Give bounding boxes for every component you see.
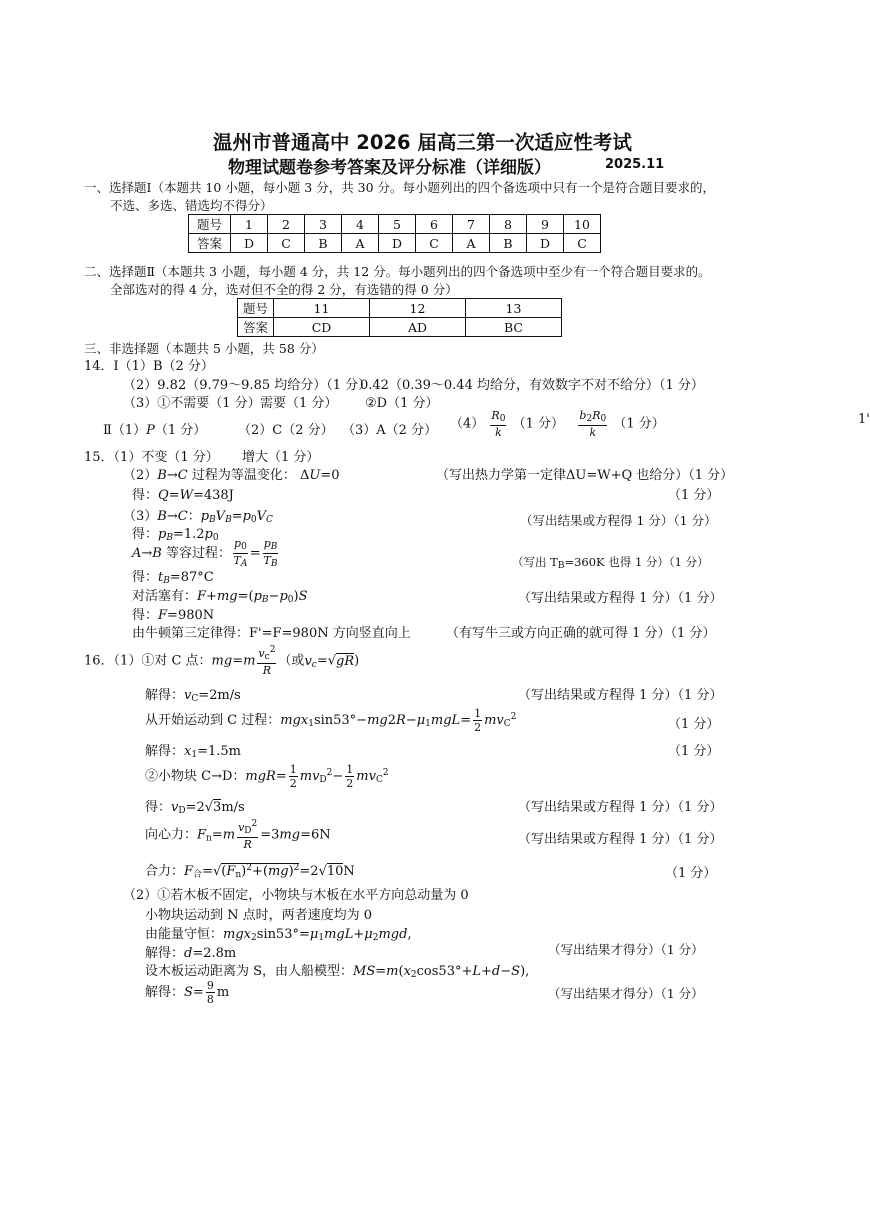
table-row <box>189 234 601 253</box>
text: 设木板运动距离为 S，由人船模型： <box>145 964 354 979</box>
text: 得： <box>132 488 159 503</box>
answer-cell: C <box>268 234 305 253</box>
q16-p2-line2: 小物块运动到 N 点时，两者速度均为 0 <box>145 908 373 923</box>
question-number: 12 <box>370 299 466 318</box>
question-number: 11 <box>274 299 370 318</box>
q16-line6-note: （写出结果或方程得 1 分）（1 分） <box>518 800 723 815</box>
q15-line9: 得：F=980N <box>132 608 215 623</box>
question-number: 3 <box>305 215 342 234</box>
q16-line8: 合力：$F_合=√(F_n)^2+(mg)^2=2√10N$ <box>145 863 355 880</box>
q15-line7: 得：$t_B=87^\circ C$ <box>132 570 214 586</box>
q16-line2-note: （写出结果或方程得 1 分）（1 分） <box>518 688 723 703</box>
q15-line10-note: （有写牛三或方向正确的就可得 1 分）（1 分） <box>446 626 716 641</box>
text: 解得： <box>145 688 185 703</box>
edge-mark: 1' <box>858 412 870 427</box>
points: （1 分） <box>512 416 564 432</box>
text: 向心力： <box>145 827 198 843</box>
q14-line3c: ②D（1 分） <box>365 396 439 411</box>
q16-p2-line4-note: （写出结果才得分）（1 分） <box>548 942 704 957</box>
question-number: 10 <box>564 215 601 234</box>
text: 过程为等温变化： <box>191 468 296 483</box>
q15-line1a: 15．（1）不变（1 分） <box>84 450 219 465</box>
date: 2025.11 <box>605 157 665 172</box>
table-row <box>238 299 562 318</box>
table-row <box>238 318 562 337</box>
q15-line2-note: （写出热力学第一定律ΔU=W+Q 也给分）（1 分） <box>436 468 734 483</box>
text: 从开始运动到 C 过程： <box>145 713 281 728</box>
question-number: 13 <box>466 299 562 318</box>
section1-heading: 一、选择题Ⅰ（本题共 10 小题，每小题 3 分，共 30 分。每小题列出的四个备选项中只有一个是符合题目要求的， <box>84 180 716 195</box>
page-subtitle: 物理试题卷参考答案及评分标准（详细版） <box>228 158 551 178</box>
row-label: 答案 <box>189 234 231 253</box>
q15-line4-note: （写出结果或方程得 1 分）（1 分） <box>520 513 717 528</box>
q16-line4-points: （1 分） <box>668 744 720 759</box>
question-number: 6 <box>416 215 453 234</box>
section1-answer-table <box>188 214 601 253</box>
text: ②小物块 C→D： <box>145 769 246 784</box>
q14-line2a: （2）9.82（9.79～9.85 均给分）（1 分） <box>123 378 372 393</box>
question-number: 5 <box>379 215 416 234</box>
q16-line5: ②小物块 C→D：mgR= $\frac{1}{2}$ $mv_D^2-$ $\frac{1}{2}$ $mv_C^2$ <box>145 763 389 790</box>
q16-p2-line6-note: （写出结果才得分）（1 分） <box>548 986 704 1001</box>
q15-line3: 得：Q=W=438J <box>132 488 234 503</box>
question-number: 7 <box>453 215 490 234</box>
q14-line1: 14．Ⅰ（1）B（2 分） <box>84 359 214 374</box>
question-number: 4 <box>342 215 379 234</box>
answer-cell: D <box>231 234 268 253</box>
q16-p2-line6: 解得：S= $\frac{9}{8}$ m <box>145 979 230 1006</box>
row-label: 答案 <box>238 318 274 337</box>
text: （或 <box>278 653 305 669</box>
page-title: 温州市普通高中 2026 届高三第一次适应性考试 <box>213 131 632 154</box>
q14-part2-2: （2）C（2 分） <box>238 423 334 438</box>
q16-line4: 解得：$x_1=1.5m$ <box>145 744 241 760</box>
label: （4） <box>450 416 485 432</box>
q15-line8: 对活塞有：$F+mg=(p_B-p_0)S$ <box>132 589 308 605</box>
text: 解得： <box>145 946 185 961</box>
q15-line1b: 增大（1 分） <box>242 450 320 465</box>
answer-cell: AD <box>370 318 466 337</box>
answer-cell: C <box>564 234 601 253</box>
q14-part2-1: Ⅱ（1）P（1 分） <box>103 423 207 438</box>
q16-line1: 16．（1）①对 C 点：mg=m $\frac{v_c^2}{R}$ （或$v_c=√gR$) <box>84 645 360 677</box>
q15-line2: （2）B→C 过程为等温变化： ΔU=0 <box>123 468 340 483</box>
q16-p2-line4: 解得：d=2.8m <box>145 946 237 961</box>
section2-answer-table <box>237 298 562 337</box>
text: =360K 也得 1 分）（1 分） <box>564 555 709 569</box>
text: 由能量守恒： <box>145 927 224 942</box>
text: 对活塞有： <box>132 589 198 604</box>
q14-line2b: 0.42（0.39～0.44 均给分，有效数字不对不给分）（1 分） <box>360 378 704 393</box>
section3-heading: 三、非选择题（本题共 5 小题，共 58 分） <box>84 341 324 356</box>
question-number: 2 <box>268 215 305 234</box>
q16-p2-line5: 设木板运动距离为 S，由人船模型：$MS=m(x_2\cos 53^\circ+L+d-S)$, <box>145 964 530 980</box>
q15-line6-note: （写出 $T_B=360K$ 也得 1 分）（1 分） <box>512 555 709 571</box>
q16-p2-line1: （2）①若木板不固定，小物块与木板在水平方向总动量为 0 <box>123 888 469 903</box>
section2-heading: 二、选择题Ⅱ（本题共 3 小题，每小题 4 分，共 12 分。每小题列出的四个备选项中至少有一个符合题目要求的。 <box>84 264 711 279</box>
row-label: 题号 <box>189 215 231 234</box>
answer-cell: BC <box>466 318 562 337</box>
q15-line4: （3）B→C：$p_BV_B=p_0V_C$ <box>123 509 273 525</box>
section2-heading-2: 全部选对的得 4 分，选对但不全的得 2 分，有选错的得 0 分） <box>110 282 458 297</box>
q16-line7: 向心力：$F_n=m$ $\frac{v_D^2}{R}$ =3mg=6N <box>145 819 331 851</box>
q16-line3-points: （1 分） <box>668 717 720 732</box>
formula: $\frac{b_2R_0}{k}$ <box>579 409 607 439</box>
points: （1 分） <box>154 423 207 438</box>
q14-line3b: 需要（1 分） <box>260 396 338 411</box>
answer-cell: D <box>527 234 564 253</box>
q15-line3-points: （1 分） <box>668 488 720 503</box>
text: 解得： <box>145 985 185 1000</box>
q16-p2-line3: 由能量守恒：$mgx_2\sin 53^\circ=\mu_1mgL+\mu_2mgd$, <box>145 927 412 943</box>
text: 解得： <box>145 744 185 759</box>
q16-line2: 解得：$v_C=2m/s$ <box>145 688 241 704</box>
q16-line7-note: （写出结果或方程得 1 分）（1 分） <box>518 832 723 847</box>
q16-line3: 从开始运动到 C 过程：$mgx_1\sin 53^\circ-mg2R-\mu_1mgL=$ $\frac{1}{2}$ $mv_C^2$ <box>145 707 517 734</box>
q16-line6: 得：$v_D=2√3m/s$ <box>145 800 245 816</box>
table-row <box>189 215 601 234</box>
question-number: 9 <box>527 215 564 234</box>
q15-line6: A→B 等容过程： $\frac{p_0}{T_A}$ = $\frac{p_B}{T_B}$ <box>132 537 278 569</box>
q15-line10: 由牛顿第三定律得：F'=F=980N 方向竖直向上 <box>132 626 411 641</box>
text: 得： <box>145 800 172 815</box>
q15-line5: 得：$p_B=1.2p_0$ <box>132 527 219 543</box>
row-label: 题号 <box>238 299 274 318</box>
question-number: 8 <box>490 215 527 234</box>
answer-cell: B <box>490 234 527 253</box>
q14-line3a: （3）①不需要（1 分） <box>123 396 261 411</box>
answer-cell: D <box>379 234 416 253</box>
formula: $\frac{R_0}{k}$ <box>491 409 506 439</box>
text: 合力： <box>145 864 185 879</box>
section1-heading-2: 不选、多选、错选均不得分） <box>110 198 273 213</box>
text: （写出 T <box>512 555 558 569</box>
q14-part2-4 <box>450 410 665 438</box>
answer-cell: C <box>416 234 453 253</box>
q15-line8-note: （写出结果或方程得 1 分）（1 分） <box>518 591 723 606</box>
q14-part2-3: （3）A（2 分） <box>342 423 438 438</box>
answer-cell: CD <box>274 318 370 337</box>
points: （1 分） <box>613 416 665 432</box>
label: Ⅱ（1） <box>103 423 147 438</box>
text: 等容过程： <box>166 546 232 561</box>
answer-cell: B <box>305 234 342 253</box>
answer-cell: A <box>342 234 379 253</box>
text: 16．（1）①对 C 点： <box>84 653 212 669</box>
answer-cell: A <box>453 234 490 253</box>
q16-line8-points: （1 分） <box>665 866 717 881</box>
question-number: 1 <box>231 215 268 234</box>
